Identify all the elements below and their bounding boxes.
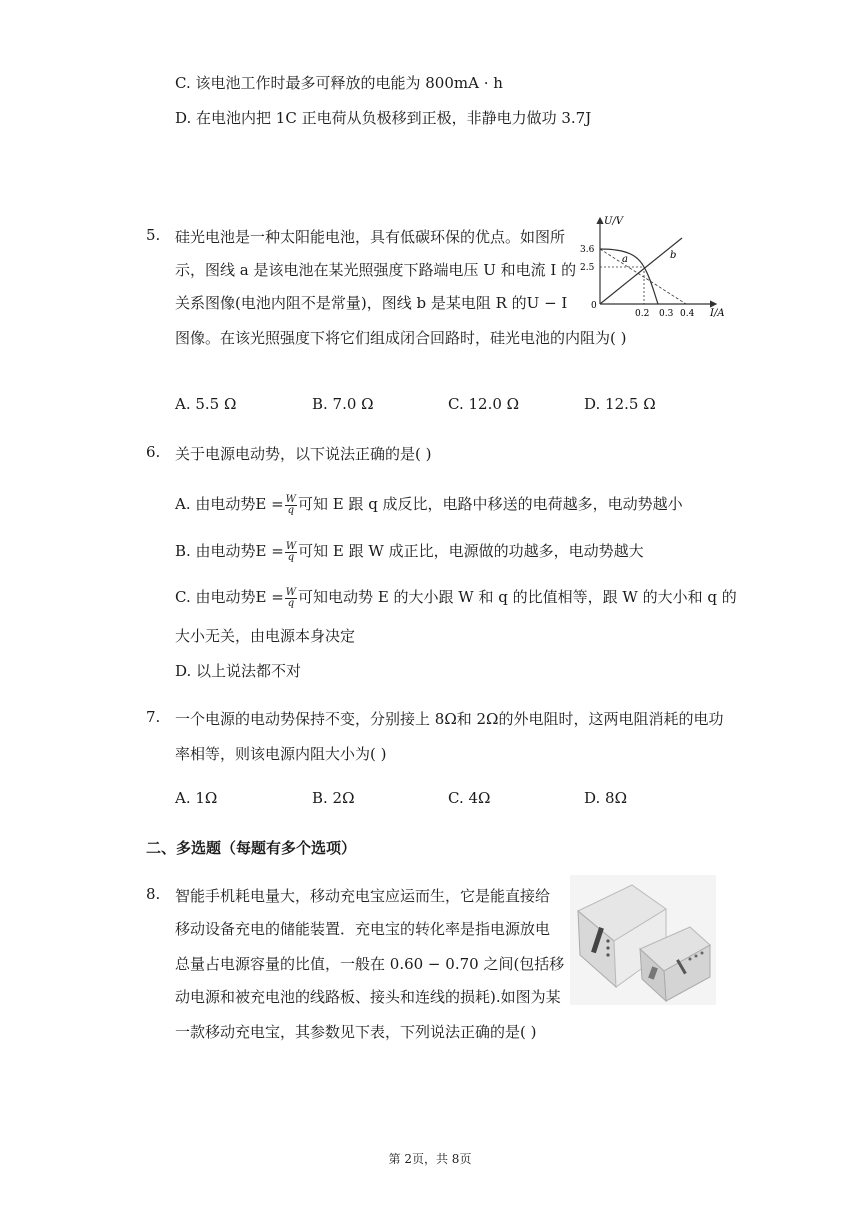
- q5-line-2: 示，图线 a 是该电池在某光照强度下路端电压 U 和电流 I 的: [175, 261, 577, 279]
- q7-option-b[interactable]: B. 2Ω: [312, 789, 355, 807]
- q5-line-4: 图像。在该光照强度下将它们组成闭合回路时，硅光电池的内阻为( ): [175, 329, 627, 347]
- q6-option-b-prefix: B. 由电动势E =: [175, 542, 284, 560]
- q5-option-d[interactable]: D. 12.5 Ω: [584, 395, 656, 413]
- q7-options: [175, 789, 735, 813]
- q8-line-2: 移动设备充电的储能装置．充电宝的转化率是指电源放电: [175, 920, 551, 938]
- line-b-label: b: [670, 250, 677, 261]
- page-footer: 第 2页，共 8页: [388, 1152, 472, 1166]
- w-over-q-fraction: $\frac{W}{q}$: [285, 493, 296, 516]
- q8-line-5: 一款移动充电宝，其参数见下表，下列说法正确的是( ): [175, 1023, 537, 1041]
- q5-line-3: 关系图像(电池内阻不是常量)，图线 b 是某电阻 R 的U − I: [175, 294, 568, 312]
- q7-option-c[interactable]: C. 4Ω: [448, 789, 491, 807]
- q7-option-d[interactable]: D. 8Ω: [584, 789, 628, 807]
- x-tick-0-3: 0.3: [659, 309, 674, 319]
- q6-option-a-prefix: A. 由电动势E =: [175, 495, 284, 513]
- q5-option-a[interactable]: A. 5.5 Ω: [175, 395, 237, 413]
- q7-option-a[interactable]: A. 1Ω: [175, 789, 218, 807]
- q6-stem: 关于电源电动势，以下说法正确的是( ): [175, 445, 432, 463]
- q8-number: 8.: [146, 885, 161, 903]
- q8-line-3: 总量占电源容量的比值，一般在 0.60 − 0.70 之间(包括移: [175, 955, 565, 973]
- q6-option-c[interactable]: [175, 586, 737, 609]
- line-b: [600, 238, 682, 304]
- w-over-q-fraction: $\frac{W}{q}$: [285, 540, 297, 563]
- q8-line-1: 智能手机耗电量大，移动充电宝应运而生，它是能直接给: [175, 887, 551, 905]
- q4-option-c: C. 该电池工作时最多可释放的电能为 800mA · h: [175, 74, 503, 92]
- q6-option-d[interactable]: D. 以上说法都不对: [175, 662, 302, 680]
- curve-a: [600, 249, 658, 304]
- q4-option-d: D. 在电池内把 1C 正电荷从负极移到正极，非静电力做功 3.7J: [175, 109, 592, 127]
- x-axis-label: I/A: [710, 308, 725, 319]
- x-tick-0-2: 0.2: [635, 309, 650, 319]
- origin-label: 0: [591, 301, 597, 311]
- y-axis-label: U/V: [604, 216, 624, 227]
- w-over-q-fraction: $\frac{W}{q}$: [285, 586, 297, 609]
- power-bank-photo: [570, 875, 716, 1005]
- q6-option-a-text: 可知 E 跟 q 成反比，电路中移送的电荷越多，电动势越小: [297, 495, 683, 513]
- q5-option-c[interactable]: C. 12.0 Ω: [448, 395, 520, 413]
- y-tick-2-5: 2.5: [580, 263, 595, 273]
- q5-options: [175, 395, 735, 419]
- q6-option-c-text: 可知电动势 E 的大小跟 W 和 q 的比值相等，跟 W 的大小和 q 的: [298, 588, 737, 606]
- q6-option-c-prefix: C. 由电动势E =: [175, 588, 284, 606]
- q6-option-a[interactable]: [175, 493, 683, 516]
- q7-line-1: 一个电源的电动势保持不变，分别接上 8Ω和 2Ω的外电阻时，这两电阻消耗的电功: [175, 710, 724, 728]
- q6-option-c-line-2: 大小无关，由电源本身决定: [175, 627, 356, 645]
- q5-number: 5.: [146, 226, 161, 244]
- q7-line-2: 率相等，则该电源内阻大小为( ): [175, 745, 387, 763]
- q7-number: 7.: [146, 708, 161, 726]
- q5-option-b[interactable]: B. 7.0 Ω: [312, 395, 374, 413]
- section-2-title: 二、多选题（每题有多个选项）: [146, 839, 357, 857]
- y-tick-3-6: 3.6: [580, 245, 595, 255]
- curve-a-label: a: [622, 254, 628, 265]
- q6-option-b-text: 可知 E 跟 W 成正比，电源做的功越多，电动势越大: [298, 542, 644, 560]
- q5-line-1: 硅光电池是一种太阳能电池，具有低碳环保的优点。如图所: [175, 228, 566, 246]
- q5-ui-graph: [578, 212, 728, 320]
- q6-option-b[interactable]: [175, 540, 644, 563]
- q8-line-4: 动电源和被充电池的线路板、接头和连线的损耗).如图为某: [175, 988, 561, 1006]
- x-tick-0-4: 0.4: [680, 309, 695, 319]
- q6-number: 6.: [146, 443, 161, 461]
